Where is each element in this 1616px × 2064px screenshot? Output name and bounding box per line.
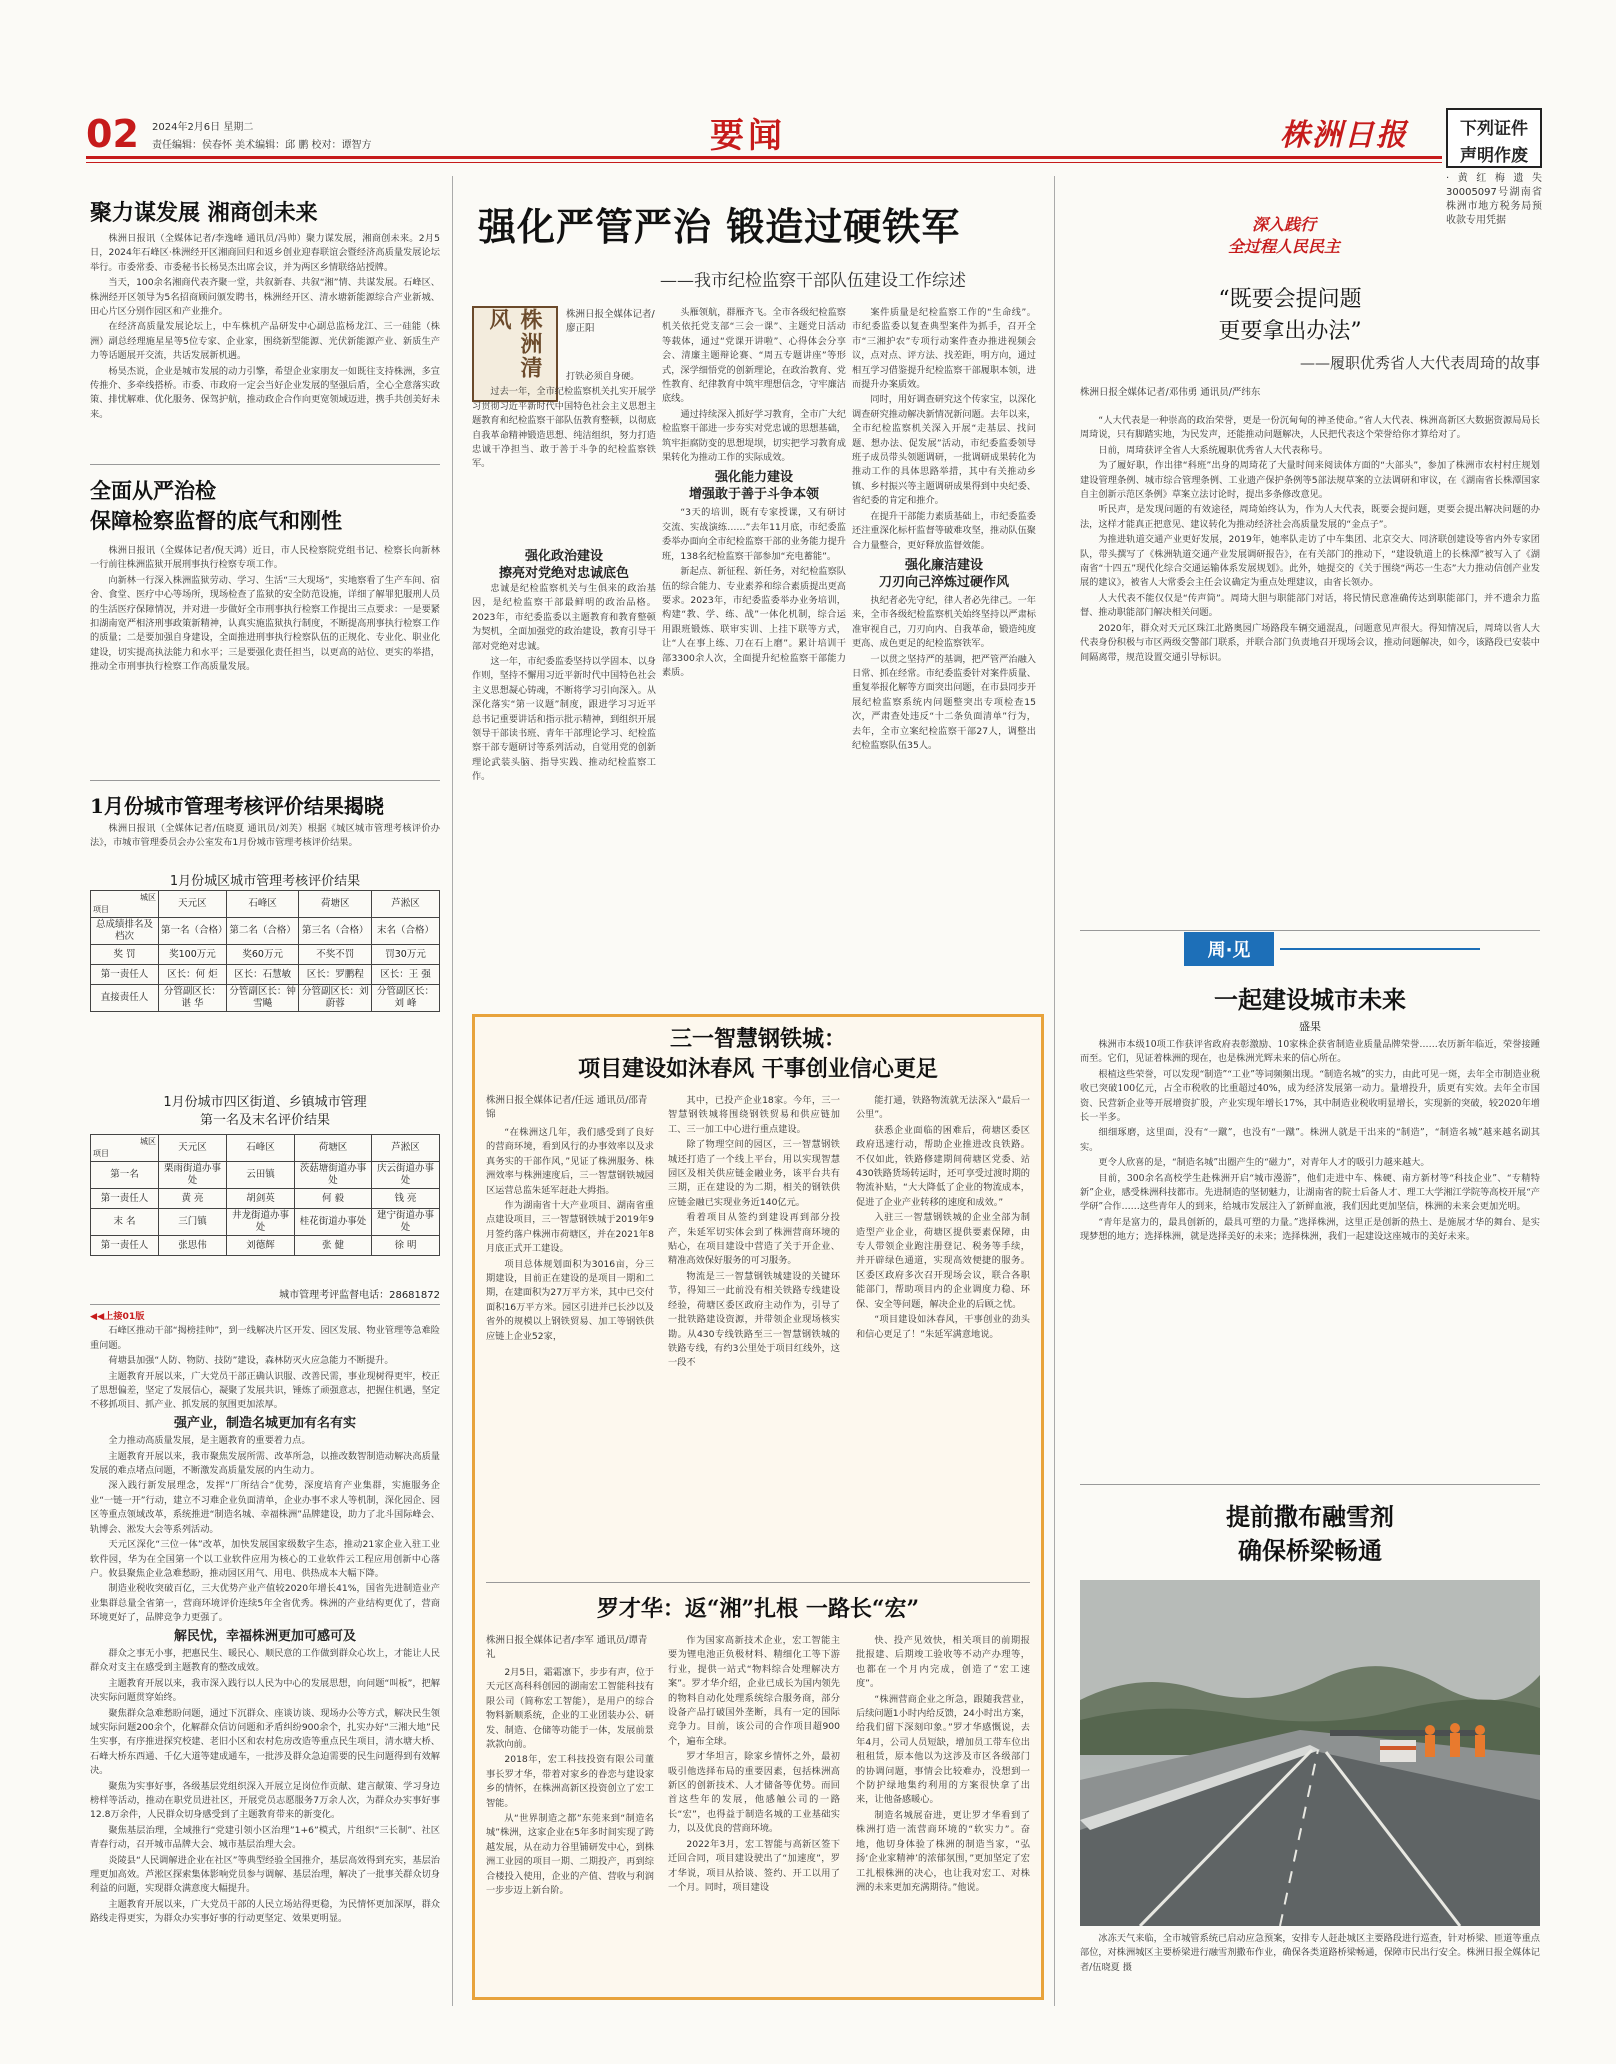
- a5-col2-continued: [662, 306, 846, 992]
- table1-cell: 分管副区长：刘 峰: [372, 985, 440, 1012]
- a4-p: 主题教育开展以来，广大党员干部正确认识服、改善民需，事业现树得更牢，校正了思想偏差，坚定了发展信心，凝聚了发展共识，锤炼了顽强意志，把握住机遇，坚定不移抓项目、抓产业、抓发展的氛围更加浓厚。: [90, 1370, 440, 1411]
- table1-cell: 奖60万元: [226, 945, 299, 965]
- table1-cell: 末名（合格）: [372, 918, 440, 945]
- a4-p: 主题教育开展以来，广大党员干部的人民立场站得更稳，为民情怀更加深厚，群众路线走得更实，为群众办实事好事的行动更坚定、效果更明显。: [90, 1898, 440, 1925]
- notice-text: ·黄红梅遗失30005097号湖南省株洲市地方税务局预收款专用凭据: [1446, 173, 1542, 226]
- a1-body: [90, 232, 440, 458]
- a8-p: “人大代表是一种崇高的政治荣誉，更是一份沉甸甸的神圣使命。”省人大代表、株洲高新区大数据资源局局长周琦说，只有脚踏实地，为民发声，还能推动问题解决，人民把代表这个荣誉给你才算给对了。: [1080, 415, 1540, 441]
- corner-bottom: 项目: [93, 1149, 109, 1158]
- a5-col1: [472, 356, 656, 542]
- a9-tag-text: 周·见: [1207, 940, 1251, 961]
- a5-p: 通过持续深入抓好学习教育，全市广大纪检监察干部进一步夯实对党忠诚的思想基础，筑牢拒腐防变的思想堤坝，切实把学习教育成果转化为推动工作的实际成效。: [662, 408, 846, 464]
- a5-p: 头雁领航，群雁齐飞。全市各级纪检监察机关依托党支部“三会一课”、主题党日活动等载体，通过“党课开讲啦”、心得体会分享会、清廉主题辩论赛、“周五专题讲座”等形式，深学细悟党的创新理论，在政治教育、党性教育、纪律教育中筑牢理想信念，守牢廉洁底线。: [662, 307, 846, 405]
- bridge-photo-art: [1080, 1580, 1540, 1926]
- table2-col: 石峰区: [227, 1135, 295, 1162]
- corner-top: 城区: [140, 1137, 156, 1146]
- a4-subhead: 解民忧，幸福株洲更加可感可及: [173, 1628, 356, 1644]
- a6-p: 除了物理空间的园区，三一智慧钢铁城还打造了一个线上平台，用以实现智慧园区及相关供应链金融业务，该平台共有三期，正在建设的为二期，相关的钢铁供应链金融已实现业务近140亿元。: [668, 1139, 840, 1208]
- a6-col2: [668, 1094, 840, 1576]
- a5-title: 强化严管严治 锻造过硬铁军: [478, 204, 961, 249]
- a8-p: 2020年，群众对天元区珠江北路奥园广场路段车辆交通混乱，问题意见声很大。得知情况后，周琦以省人大代表身份积极与市区两级交警部门联系，并联合部门负责地召开现场会议，推动问题解决，如今，该路段已安装中间隔离带，规范设置交通引导标识。: [1080, 622, 1540, 663]
- a6-title: [484, 1024, 1032, 1084]
- a10-title-line: 提前撒布融雪剂: [1226, 1502, 1394, 1531]
- table1: [90, 890, 440, 1012]
- a9-p: 更令人欣喜的是，“制造名城”出圈产生的“磁力”，对青年人才的吸引力越来越大。: [1098, 1157, 1430, 1169]
- a6-p: 看着项目从签约到建设再到部分投产，朱延军切实体会到了株洲营商环境的贴心，在项目建设中营造了关于开企业、精准高效保好服务的可习服务。: [668, 1212, 840, 1267]
- a2-p: 株洲日报讯（全媒体记者/倪天鸿）近日，市人民检察院党组书记、检察长向新林一行前往株洲监狱开展刑事执行检察专项工作。: [90, 545, 440, 571]
- table1-corner: [91, 891, 159, 918]
- table1-cell: 第二名（合格）: [226, 918, 299, 945]
- a4-p: 聚焦为实事好事，各级基层党组织深入开展立足岗位作贡献、建言献策、学习身边榜样等活动，推动在职党员进社区，开展党员志愿服务7万余人次，为群众办实事好事12.8万余件，人民群众切身感受到了主题教育带来的新变化。: [90, 1780, 440, 1821]
- a3-intro: 株洲日报讯（全媒体记者/伍晓夏 通讯员/刘芙）根据《城区城市管理考核评价办法》，市城市管理委员会办公室发布1月份城市管理考核评价结果。: [90, 823, 440, 849]
- table1-cell: 分管副区长：刘蔚蓉: [299, 985, 372, 1012]
- a5-p: 忠诚是纪检监察机关与生俱来的政治基因，是纪检监察干部最鲜明的政治品格。2023年，市纪委监委以主题教育和教育整顿为契机，全面加强党的政治建设，教育引导干部对党绝对忠诚。: [472, 583, 656, 652]
- a1-p: 当天，100余名湘商代表齐聚一堂，共叙新春、共叙“湘”情、共谋发展。石峰区、株洲经开区领导为5名招商顾问颁发聘书，株洲经开区、清水塘新能源综合产业新城、田心片区分别作园区和产业推介。: [90, 277, 440, 318]
- a2-body: [90, 544, 440, 776]
- a9-title: 一起建设城市未来: [1214, 985, 1406, 1014]
- divider: [90, 1304, 440, 1305]
- a4-p: 制造业税收突破百亿，三大优势产业产值较2020年增长41%，国省先进制造业产业集群总量全省第一，营商环境评价连续5年全省优秀。株洲的产业结构更优了，营商环境更好了，品牌竞争力更强了。: [90, 1583, 440, 1624]
- a7-p: 2月5日，霜霜凛下，步步有声，位于天元区高科科创园的湖南宏工智能科技有限公司（简称宏工智能），是用户的综合物料新顺系统，企业的工业团装办公、研发、制造、仓储等功能于一体，发展前景款款向前。: [486, 1667, 654, 1751]
- table2-row-label: 末 名: [91, 1209, 159, 1236]
- a6-p: “在株洲这几年，我们感受到了良好的营商环境，看到风行的办事效率以及求真务实的干部作风，”见证了株洲服务、株洲效率与株洲速度后，三一智慧钢铁城园区运营总监朱延军赶赴大拇指。: [486, 1127, 654, 1196]
- a10-title: [1080, 1500, 1540, 1568]
- a6-p: 入驻三一智慧钢铁城的企业全部为制造型产业企业，荷塘区提供要素保障，由专人带领企业跑注册登记、税务等手续，并开辟绿色通道，实现高效便捷的服务。区委区政府多次召开现场会议，联合各职能部门，帮助项目内的企业调度力稳、环保、安全等问题，解决企业的后顾之忧。: [856, 1212, 1030, 1310]
- a2-title-line: 全面从严治检: [90, 478, 216, 503]
- table1-cell: 区长：何 炬: [159, 965, 227, 985]
- corner-top: 城区: [140, 893, 156, 902]
- a7-p: 快、投产见效快，相关项目的前期报批报建、后期竣工验收等不动产办理等，也都在一个月内完成，创造了“宏工速度”。: [856, 1635, 1030, 1690]
- table2-row-label: 第一责任人: [91, 1189, 159, 1209]
- a9-p: “青年是富力的，最具创新的，最具可塑的力量。”选择株洲，这里正是创新的热土、是施展才华的舞台、是实现梦想的地方；选择株洲，就是选择美好的未来；选择株洲，我们一起建设这座城市的美好未来。: [1080, 1216, 1540, 1243]
- a5-p: 执纪者必先守纪，律人者必先律己。一年来，全市各级纪检监察机关始终坚持以严肃标准审视自己，刀刃向内、自我革命，锻造纯度更高、成色更足的纪检监察铁军。: [852, 594, 1036, 650]
- a7-col3: [856, 1634, 1030, 1990]
- a4-p: 主题教育开展以来，我市聚焦发展所需、改革所急，以推改数智制造动解决高质量发展的难点堵点问题，不断激发高质量发展的内生动力。: [90, 1450, 440, 1477]
- a5-subhead: 强化能力建设 增强敢于善于斗争本领: [688, 470, 819, 503]
- newspaper-logo: 株洲日报: [1280, 118, 1408, 153]
- a7-p: 从“世界制造之都”东莞来到“制造名城”株洲，这家企业在5年多时间实现了跨越发展，从在动力谷里铺研发中心，到株洲工业园的项目一期、二期投产，再到综合楼投入使用，企业的产值、营收与利润一步步迈上新台阶。: [486, 1813, 654, 1897]
- notice-title-2: 声明作废: [1460, 146, 1528, 166]
- a8-p: 日前，周琦获评全省人大系统履职优秀省人大代表称号。: [1098, 444, 1329, 456]
- a5-byline: 株洲日报全媒体记者/廖正阳: [566, 309, 655, 334]
- a9-p: 目前，300余名高校学生赴株洲开启“城市漫游”，他们走进中车、株硬、南方新材等“科技企业”、“专精特新”企业，感受株洲科技都市。先进制造的坚韧魅力，让湖南省的院士后备人才、理工大学湘江学院等高校开展“产学研”合作……这些青年人的到来，给城市发展注入了新鲜血液，我们因此更加坚信，株洲的未来会更加光明。: [1080, 1172, 1540, 1213]
- table2-cell: 建宁街道办事处: [371, 1209, 439, 1236]
- a8-tag-line: 全过程人民民主: [1227, 237, 1340, 256]
- a3-title: 1月份城市管理考核评价结果揭晓: [90, 794, 384, 818]
- a5-p: 过去一年，全市纪检监察机关扎实开展学习贯彻习近平新时代中国特色社会主义思想主题教育和纪检监察干部队伍教育整顿，以彻底自我革命精神锻造思想、纯洁组织，努力打造忠诚干净担当、敢于善于斗争的纪检监察铁军。: [472, 386, 656, 470]
- a2-title-line: 保障检察监督的底气和刚性: [90, 508, 342, 533]
- a5-p: 一以贯之坚持严的基调，把严管严治融入日常、抓在经常。市纪委监委针对案件质量、重复举报化解等方面突出问题，在市县同步开展纪检监察系统内问题整突出专项检查15次，严肃查处违反“十二条负面清单”行为，去年，全市立案纪检监察干部27人，调整出纪检监察队伍35人。: [852, 653, 1036, 751]
- a9-body: [1080, 1038, 1540, 1478]
- a7-title: 罗才华：返“湘”扎根 一路长“宏”: [596, 1596, 920, 1622]
- a6-p: “项目建设如沐春风，干事创业的劲头和信心更足了！”朱延军满意地说。: [856, 1314, 1030, 1340]
- a5-col2: [472, 582, 656, 992]
- notice-title-1: 下列证件: [1460, 119, 1528, 139]
- table1-col: 天元区: [159, 891, 227, 918]
- a4-p: 群众之事无小事，把惠民生、暖民心、顺民意的工作做到群众心坎上，才能让人民群众对支主在感受到主题教育的整改成效。: [90, 1647, 440, 1674]
- a5-p: 新起点、新征程、新任务，对纪检监察队伍的综合能力、专业素养和综合素质提出更高要求。2023年，市纪委监委举办业务培训，构建“教、学、练、战”一体化机制，综合运用跟班锻炼、联审实训、上挂下联等方式，让“人在事上练、刀在石上磨”。累计培训干部3300余人次，全面提升纪检监察干部能力素质。: [662, 566, 846, 678]
- a5-p: 案件质量是纪检监察工作的“生命线”。市纪委监委以复查典型案件为抓手，召开全市“三湘护农”专项行动案件查办推进视频会议，点对点、评方法、找差距，明方向，通过相互学习借鉴提升纪检监察干部履职本领，进而提升办案质效。: [852, 307, 1036, 391]
- a2-p: 向新林一行深入株洲监狱劳动、学习、生活“三大现场”，实地察看了生产车间、宿舍、食堂、医疗中心等场所，现场检查了监狱的安全防范设施，详细了解罪犯服刑人员的生活医疗保障情况，并对进一步做好全市刑事执行检察工作提出三点要求：一是要紧扣湖南宽严相济刑事政策新精神，认真实施监狱执行制度，不断提高刑事执行检察工作的质量；二是要加强自身建设，全面推进刑事执行检察队伍的正规化、专业化、职业化建设，切实提高执法能力和水平；三是要强化责任担当，以更高的站位、更实的举措，推动全市刑事执行检察工作高质量发展。: [90, 574, 440, 673]
- a5-seal-text: 株洲清风: [486, 308, 543, 380]
- table2-title: [90, 1094, 440, 1130]
- table1-col: 芦淞区: [372, 891, 440, 918]
- a8-byline: 株洲日报全媒体记者/邓伟勇 通讯员/严纬东: [1080, 387, 1261, 398]
- corner-bottom: 项目: [93, 905, 109, 914]
- table2-col: 芦淞区: [371, 1135, 439, 1162]
- hotline: 城市管理考评监督电话：28681872: [279, 1290, 440, 1301]
- table2-title-line: 第一名及末名评价结果: [199, 1113, 330, 1128]
- a4-p: 炎陵县“人民调解进企业在社区”等典型经验全国推介，基层高效得到充实，基层治理更加高效。芦淞区探索集体影响党员参与调解、基层治理，解决了一批事关群众切身利益的问题，实现群众满意度大幅提升。: [90, 1854, 440, 1895]
- table1-cell: 区长：罗鹏程: [299, 965, 372, 985]
- a9-tag-line: [1280, 948, 1480, 950]
- a6-col1: [486, 1126, 654, 1576]
- table2-cell: 云田镇: [227, 1162, 295, 1189]
- a8-p: 为了履好职，作出律“科班”出身的周琦花了大量时间来阅读体方面的“大部头”，参加了株洲市农村村庄规划建设管理条例、城市综合管理条例、工业遗产保护条例等5部法规草案的立法调研和审议，在《湖南省长株潭国家自主创新示范区条例》草案立法讨论时，提出多条修改意见。: [1080, 460, 1540, 501]
- divider: [90, 464, 440, 465]
- table2-title-line: 1月份城市四区街道、乡镇城市管理: [163, 1095, 367, 1110]
- a7-col1: [486, 1666, 654, 1990]
- a8-p: 听民声，是发现问题的有效途径，周琦始终认为，作为人大代表，既要会提问题，更要会提出解决问题的办法，这样才能真正把意见、建议转化为推动经济社会高质量发展的“金点子”。: [1080, 504, 1540, 530]
- column-divider: [1054, 176, 1055, 2006]
- a4-subhead: 强产业，制造名城更加有名有实: [173, 1415, 356, 1431]
- a5-p: 这一年，市纪委监委坚持以学固本、以身作则，坚持不懈用习近平新时代中国特色社会主义思想凝心铸魂，不断将学习引向深入。从深化落实“第一议题”制度，跟进学习习近平总书记重要讲话和指示批示精神，到组织开展领导干部读书班、青年干部理论学习、纪检监察干部专题研讨等系列活动，自觉用党的创新理论武装头脑、指导实践、推动纪检监察工作。: [472, 656, 656, 783]
- table2-cell: 何 毅: [295, 1189, 372, 1209]
- a5-subtitle: ——我市纪检监察干部队伍建设工作综述: [660, 271, 966, 291]
- table1-cell: 分管副区长：钟雪飚: [226, 985, 299, 1012]
- a5-p: 在提升干部能力素质基础上，市纪委监委还注重深化标杆监督等破难攻坚，推动队伍聚合力量整合，更好释放监督效能。: [852, 510, 1036, 551]
- table2-cell: 张 健: [295, 1236, 372, 1256]
- table2-cell: 栗雨街道办事处: [159, 1162, 227, 1189]
- a5-p: “3天的培训，既有专家授课，又有研讨交流、实战演练……”去年11月底，市纪委监委举办面向全市纪检监察干部的业务能力提升班，138名纪检监察干部参加“充电蓄能”。: [662, 507, 846, 562]
- bridge-photo: [1080, 1580, 1540, 1926]
- table1-col: 荷塘区: [299, 891, 372, 918]
- divider: [1080, 1484, 1540, 1485]
- table2-cell: 钱 亮: [371, 1189, 439, 1209]
- a5-p: 同时，用好调查研究这个传家宝，以深化调查研究推动解决新情况新问题。去年以来，全市纪检监察机关深入开展“走基层、找问题、想办法、促发展”活动，市纪委监委领导班子成员带头领题调研，一批调研成果转化为推动工作的具体思路举措，其中有关推动乡镇、乡村振兴等主题调研成果得到中央纪委、省纪委的肯定和推介。: [852, 394, 1036, 507]
- table1-row-label: 第一责任人: [91, 965, 159, 985]
- a4-body: [90, 1310, 440, 2004]
- a7-p: 罗才华坦言，除家乡情怀之外，最初吸引他选择布局的重要因素，包括株洲高新区的创新技术、人才储备等优势。而回首这些年的发展，他感触公司的一路长“宏”，也得益于制造名城的工业基础实力，以及优良的营商环境。: [668, 1751, 840, 1835]
- a10-caption: 冰冻天气来临，全市城管系统已启动应急预案，安排专人赶赴城区主要路段进行巡查，针对桥梁、匝道等重点部位，对株洲城区主要桥梁进行融雪剂撒布作业，确保各类道路桥梁畅通，保障市民出行安全。株洲日报全媒体记者/伍晓夏 摄: [1080, 1933, 1540, 1973]
- a7-p: 作为国家高新技术企业，宏工智能主要为锂电池正负极材料、精细化工等下游行业，提供一站式“物料综合处理解决方案”。罗才华介绍，企业已成长为国内领先的物料自动化处理系统综合服务商，部分设备产品打破国外垄断，具有一定的国际竞争力。目前，该公司的合作项目超900个，遍布全球。: [668, 1635, 840, 1747]
- a1-title: 聚力谋发展 湘商创未来: [90, 200, 318, 226]
- table1-cell: 不奖不罚: [299, 945, 372, 965]
- table2-cell: 桂花街道办事处: [295, 1209, 372, 1236]
- a9-p: 细细琢磨，这里面，没有“一蹴”，也没有“一蹴”。株洲人就是干出来的“制造”，“制造名城”越来越名副其实。: [1080, 1127, 1540, 1153]
- table1-row-label: 总成绩排名及档次: [91, 918, 159, 945]
- a8-subtitle: ——履职优秀省人大代表周琦的故事: [1299, 354, 1540, 372]
- table1-cell: 第一名（合格）: [159, 918, 227, 945]
- table2-cell: 徐 明: [371, 1236, 439, 1256]
- table1-cell: 罚30万元: [372, 945, 440, 965]
- table1-cell: 分管副区长：谌 华: [159, 985, 227, 1012]
- a8-p: 人大代表不能仅仅是“传声筒”。周琦大胆与职能部门对话，将民情民意准确传达到职能部门，并不遗余力监督、推动职能部门解决相关问题。: [1080, 592, 1540, 619]
- header-editors: 责任编辑：侯春怀 美术编辑：邱 鹏 校对：谭智方: [152, 140, 372, 151]
- a4-p: 深入践行新发展理念，发挥“厂所结合”优势，深度培育产业集群，实施服务企业“一链一开”行动，建立不习难企业负面清单，企业办事不求人等机制，深化园企、园区等重点领域改革，系统推进“制造名城、幸福株洲”品牌建设，助力了北斗国际峰会、轨博会、淞发大会等系列活动。: [90, 1480, 440, 1535]
- page-number: 02: [86, 112, 139, 156]
- a4-p: 石峰区推动干部“揭榜挂帅”，到一线解决片区开发、园区发展、物业管理等急难险重问题。: [90, 1325, 440, 1351]
- a4-p: 荷塘县加强“人防、物防、技防”建设，森林防灭火应急能力不断提升。: [108, 1355, 394, 1367]
- a4-p: 全力推动高质量发展，是主题教育的重要着力点。: [108, 1435, 311, 1447]
- divider: [90, 780, 440, 781]
- a9-p: 株洲市本级10项工作获评省政府表彰激励、10家株企获省制造业质量品牌荣誉……农历新年临近，荣誉接踵而至。它们，见证着株洲的现在，也是株洲光辉未来的信心所在。: [1080, 1039, 1540, 1065]
- a7-p: 2022年3月，宏工智能与高新区签下迁回合同，项目建设驶出了“加速度”，罗才华说，项目从拾谈、签约、开工以用了一个月。同时，项目建设: [668, 1838, 840, 1893]
- a1-p: 杨昊杰说，企业是城市发展的动力引擎，希望企业家朋友一如既往支持株洲，多宣传推介、多牵线搭桥。市委、市政府一定会当好企业发展的坚强后盾，全心全意落实政策、排忧解难、优化服务、保驾护航，推动政企合作向更宽领域迈进，携手共创美好未来。: [90, 365, 440, 420]
- a6-p: 其中，已投产企业18家。今年，三一智慧钢铁城将围绕钢铁贸易和供应链加工、三一加工中心进行重点建设。: [668, 1095, 840, 1135]
- a9-p: 根植这些荣誉，可以发现“制造”“工业”等词频频出现。“制造名城”的实力，由此可见一斑，去年全市制造业税收已突破100亿元，占全市税收的比重超过40%，成为经济发展第一动力。量增投升，质更有实效。去年全市国资、民营新企业等开展增资扩股，产业实现年增长17%，其中制造业税收明显增长，实现新的突破，较2020年增长一半多。: [1080, 1068, 1540, 1124]
- a7-p: “株洲营商企业之所急，跟随我营业，后续问题1小时内给反馈，24小时出方案，给我们留下深刻印象。”罗才华感慨说，去年4月，公司人员短缺，增加员工带车位出租租赁，原本他以为这涉及市区各级部门的协调问题，事情会比较难办，没想到一个防护绿地集约利用的方案很快拿了出来，让他备感暖心。: [856, 1693, 1030, 1806]
- section-title: 要闻: [710, 116, 786, 156]
- a5-p: 打铁必须自身硬。: [566, 371, 640, 382]
- table2-corner: [91, 1135, 159, 1162]
- notice-box: [1446, 108, 1542, 168]
- a5-col3: [852, 306, 1036, 992]
- table2-col: 荷塘区: [295, 1135, 372, 1162]
- a6-title-line: 三一智慧钢铁城：: [669, 1026, 846, 1052]
- a6-title-line: 项目建设如沐春风 干事创业信心更足: [578, 1056, 938, 1082]
- divider: [1080, 930, 1540, 931]
- table2-row-label: 第一名: [91, 1162, 159, 1189]
- table2-col: 天元区: [159, 1135, 227, 1162]
- a8-tag-line: 深入践行: [1251, 215, 1316, 234]
- table2-cell: 张思伟: [159, 1236, 227, 1256]
- a6-p: 物流是三一智慧钢铁城建设的关键环节，得知三一此前没有相关铁路专线建设经验，荷塘区委区政府主动作为，引导了一批铁路建设资源，并带领企业现场核实勘。从430专线铁路至三一智慧钢铁城的铁路专线，有约3公里处于项目红线外，这一段不: [668, 1270, 840, 1369]
- a6-p: 获悉企业面临的困难后，荷塘区委区政府迅速行动，帮助企业推进改良铁路。不仅如此，铁路修建期间荷塘区党委、站430铁路货场转运时，还可享受过渡时期的物流补贴，“大大降低了企业的物流成本，促进了企业产业转移的速度和成效。”: [856, 1124, 1030, 1208]
- a8-title-line: “既要会提问题: [1218, 287, 1362, 312]
- a6-col3: [856, 1094, 1030, 1576]
- a7-col2: [668, 1634, 840, 1990]
- a7-p: 制造名城展奋进，更让罗才华看到了株洲打造一流营商环境的“软实力”。奋地，他切身体验了株洲的制造当家，“弘扬‘企业家精神’的浓郁氛围，”更加坚定了宏工扎根株洲的决心，也让我对宏工、对株洲的未来更加充满期待。”他说。: [856, 1809, 1030, 1893]
- a1-p: 在经济高质量发展论坛上，中车株机产品研发中心副总监杨龙江、三一硅能（株洲）副总经理施星星等5位专家、企业家，围绕新型能源、光伏新能源产业、新质生产力等话题展开交流，共话发展新机遇。: [90, 321, 440, 362]
- a9-author: 盛果: [1299, 1020, 1321, 1033]
- table1-title: 1月份城区城市管理考核评价结果: [169, 874, 361, 889]
- table1-row-label: 奖 罚: [91, 945, 159, 965]
- a8-tag: [1194, 214, 1374, 258]
- column-divider: [452, 176, 453, 2006]
- a4-p: 聚焦基层治理，全域推行“党建引领小区治理”1+6”模式，片组织“三长制”、社区青春行动，召开城市品牌大会、城市基层治理大会。: [90, 1824, 440, 1851]
- a5-subhead: 强化政治建设 擦亮对党绝对忠诚底色: [498, 549, 629, 581]
- header-rule: [86, 156, 1442, 159]
- a1-p: 株洲日报讯（全媒体记者/李逸峰 通讯员/冯帅）聚力谋发展，湘商创未来。2月5日，2024年石峰区·株洲经开区湘商回归和返乡创业迎春联谊会暨经济高质量发展论坛举行。市委常委、市委秘书长杨昊杰出席会议，并为两区乡情联络站授牌。: [90, 233, 440, 273]
- table1-cell: 第三名（合格）: [299, 918, 372, 945]
- a4-p: 主题教育开展以来，我市深入践行以人民为中心的发展思想，向问题“叫板”，把解决实际问题贯穿始终。: [90, 1677, 440, 1704]
- header-date: 2024年2月6日 星期二: [152, 122, 254, 133]
- table1-cell: 区长：王 强: [372, 965, 440, 985]
- table2-cell: 三门镇: [159, 1209, 227, 1236]
- a6-p: 作为湖南省十大产业项目、湖南省重点建设项目，三一智慧钢铁城于2019年9月签约落户株洲市荷塘区，并在2021年8月底正式开工建设。: [486, 1200, 654, 1255]
- table1-cell: 奖100万元: [159, 945, 227, 965]
- a10-title-line: 确保桥梁畅通: [1238, 1536, 1382, 1565]
- a8-title: [1100, 284, 1480, 348]
- a6-p: 项目总体规划面积为3016亩，分三期建设，目前正在建设的是项目一期和二期，在建面积为27万平方米，其中已交付面积16万平方米。园区引进并已长沙以及省外的规模以上钢铁贸易、加工等钢铁供应链上企业52家，: [486, 1258, 654, 1342]
- table2-cell: 茨菇塘街道办事处: [295, 1162, 372, 1189]
- table2-cell: 井龙街道办事处: [227, 1209, 295, 1236]
- table1-col: 石峰区: [226, 891, 299, 918]
- header-rule-thin: [86, 162, 1442, 163]
- table2-cell: 庆云街道办事处: [371, 1162, 439, 1189]
- a4-continued: ◀◀上接01版: [90, 1311, 145, 1322]
- a8-body: [1080, 414, 1540, 918]
- a6-byline: 株洲日报全媒体记者/任远 通讯员/邵青锦: [486, 1095, 648, 1120]
- table2-cell: 胡剑英: [227, 1189, 295, 1209]
- table1-cell: 区长：石慧敏: [226, 965, 299, 985]
- table2: [90, 1134, 440, 1256]
- a7-p: 2018年，宏工科技投资有限公司董事长罗才华，带着对家乡的眷恋与建设家乡的情怀，在株洲高新区投资创立了宏工智能。: [486, 1754, 654, 1809]
- a4-p: 聚焦群众急难愁盼问题，通过下沉群众、座谈访谈、现场办公等方式，解决民生领域实际问题200余个，化解群众信访问题和矛盾纠纷900余个，扎实办好“三湘大地”民生实事，有序推进探究校建、老旧小区和农村危房改造等重点民生项目，清水塘大桥、石峰大桥东西通、千亿大道等建成通车，一批涉及群众急迫需要的民生问题得到有效解决。: [90, 1707, 440, 1777]
- table1-row-label: 直接责任人: [91, 985, 159, 1012]
- table2-cell: 黄 亮: [159, 1189, 227, 1209]
- table2-row-label: 第一责任人: [91, 1236, 159, 1256]
- a5-subhead: 强化廉洁建设 刀刃向己淬炼过硬作风: [878, 557, 1009, 590]
- a8-p: 为推进轨道交通产业更好发展，2019年，她率队走访了中车集团、北京交大、同济联创建设等省内外专家团队，带头撰写了《株洲轨道交通产业发展调研报告》，在有关部门的推动下，“建设轨道上的长株潭”被写入了《湖南省“十四五”现代化综合交通运输体系发展规划》。此外，她提交的《关于围绕“两芯一生态”大力推动信创产业发展的建议》，被省人大常委会主任会议确定为重点处理建议，由省长领办。: [1080, 534, 1540, 589]
- a8-title-line: 更要拿出办法”: [1218, 319, 1362, 344]
- table2-cell: 刘德辉: [227, 1236, 295, 1256]
- a7-byline: 株洲日报全媒体记者/李军 通讯员/谭青礼: [486, 1635, 648, 1660]
- divider: [486, 1582, 1030, 1583]
- a6-p: 能打通，铁路物流就无法深入“最后一公里”。: [856, 1095, 1030, 1121]
- a2-title: [90, 476, 440, 536]
- a9-tag: [1184, 932, 1274, 966]
- a4-p: 天元区深化“三位一体”改革，加快发展国家级数字生态，推动21家企业入驻工业软件园，华为在全国第一个以工业软件应用为核心的工业软件云工程应用创新中心落户。攸县聚焦企业急难愁盼，推动园区用气、用电、供热成本大幅下降。: [90, 1539, 440, 1579]
